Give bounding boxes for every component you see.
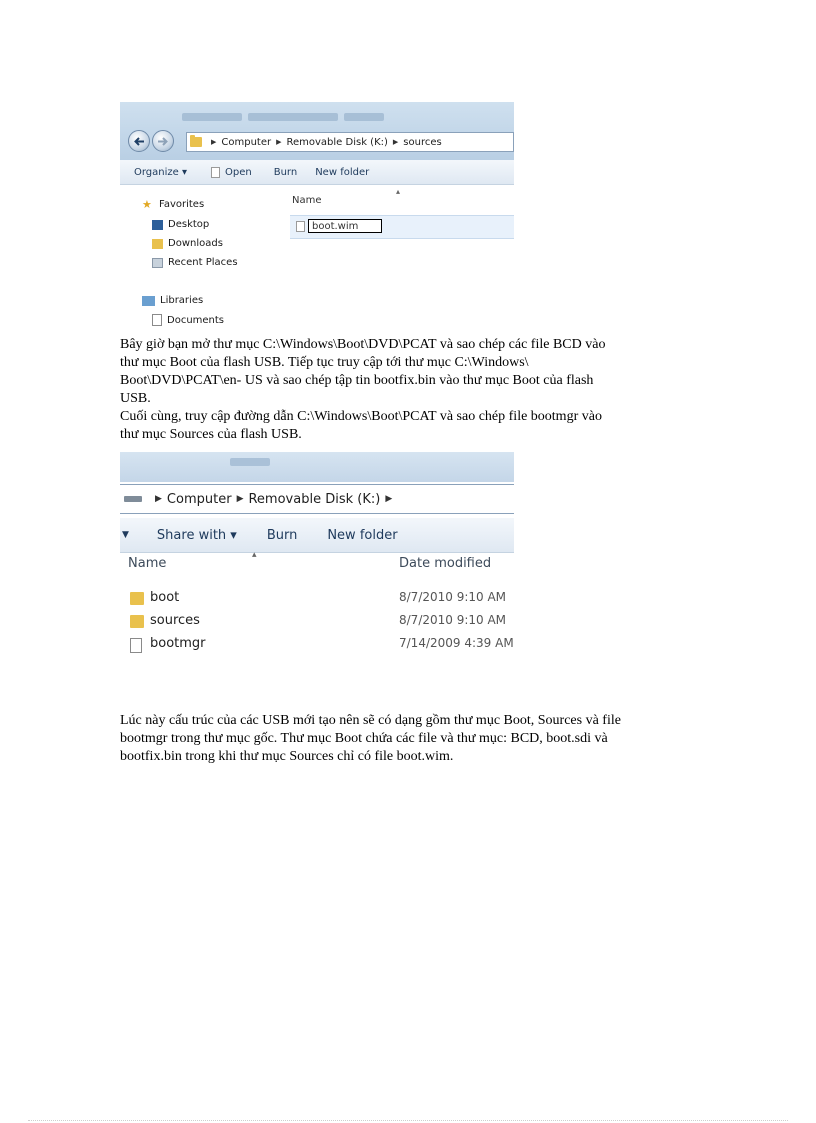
chevron-right-icon: ▶ xyxy=(385,494,393,504)
command-bar xyxy=(120,518,514,553)
nav-downloads[interactable] xyxy=(152,238,223,249)
address-area xyxy=(120,102,514,160)
breadcrumb-computer[interactable]: Computer xyxy=(221,136,272,148)
nav-desktop[interactable] xyxy=(152,219,209,230)
file-date: 7/14/2009 4:39 AM xyxy=(399,636,514,650)
file-name: bootmgr xyxy=(150,636,206,651)
recent-places-icon xyxy=(152,258,163,268)
selected-row[interactable] xyxy=(290,215,514,239)
burn-button[interactable]: Burn xyxy=(266,527,298,543)
title-bar xyxy=(120,452,514,482)
new-folder-button[interactable]: New folder xyxy=(315,166,370,178)
chevron-right-icon: ▶ xyxy=(276,138,282,146)
forward-button[interactable] xyxy=(152,130,174,152)
rename-input[interactable]: boot.wim xyxy=(308,219,382,233)
documents-icon xyxy=(152,314,162,326)
breadcrumb-sources[interactable]: sources xyxy=(403,136,442,148)
paragraph-2-line: Lúc này cấu trúc của các USB mới tạo nên sẽ có dạng gồm thư mục Boot, Sources và file xyxy=(120,713,621,728)
column-header-name[interactable]: Name xyxy=(128,556,167,571)
chevron-right-icon: ▶ xyxy=(236,494,244,504)
explorer-screenshot-root xyxy=(120,452,514,700)
file-icon xyxy=(211,167,220,178)
file-icon xyxy=(296,221,305,232)
back-arrow-icon xyxy=(133,136,145,147)
new-folder-button[interactable]: New folder xyxy=(327,527,398,543)
nav-downloads-label: Downloads xyxy=(168,238,223,249)
folder-icon xyxy=(130,615,144,628)
star-icon: ★ xyxy=(142,197,152,211)
title-bar-ghost xyxy=(182,106,512,118)
column-header-date-modified[interactable]: Date modified xyxy=(399,556,492,571)
file-icon xyxy=(130,638,142,653)
file-name: sources xyxy=(150,613,200,628)
sort-caret-icon: ▴ xyxy=(396,187,401,196)
open-button[interactable] xyxy=(211,167,252,178)
nav-desktop-label: Desktop xyxy=(168,219,210,230)
breadcrumb[interactable] xyxy=(120,484,514,514)
page-bottom-rule xyxy=(28,1120,788,1121)
paragraph-1-line: thư mục Sources của flash USB. xyxy=(120,427,302,442)
forward-arrow-icon xyxy=(157,136,169,147)
nav-favorites[interactable] xyxy=(142,199,204,210)
organize-button[interactable]: Organize ▾ xyxy=(134,166,187,178)
nav-favorites-label: Favorites xyxy=(159,199,205,210)
desktop-icon xyxy=(152,220,163,230)
title-ghost xyxy=(230,458,270,466)
sort-caret-icon: ▴ xyxy=(252,550,257,560)
nav-recent-places[interactable] xyxy=(152,257,238,268)
paragraph-1-line: Bây giờ bạn mở thư mục C:\Windows\Boot\DVD\PCAT và sao chép các file BCD vào xyxy=(120,337,606,352)
file-list xyxy=(280,185,514,332)
breadcrumb[interactable] xyxy=(186,132,514,152)
paragraph-2 xyxy=(120,712,720,766)
paragraph-1 xyxy=(120,336,700,444)
downloads-folder-icon xyxy=(152,239,163,249)
file-date: 8/7/2010 9:10 AM xyxy=(399,613,507,627)
explorer-screenshot-sources xyxy=(120,102,514,332)
nav-documents-label: Documents xyxy=(167,314,225,326)
folder-icon xyxy=(190,137,202,147)
list-item[interactable] xyxy=(120,636,514,656)
burn-button[interactable]: Burn xyxy=(273,166,298,178)
column-header-name[interactable]: Name xyxy=(292,195,322,206)
paragraph-1-line: Boot\DVD\PCAT\en- US và sao chép tập tin bootfix.bin vào thư mục Boot của flash xyxy=(120,373,594,388)
folder-icon xyxy=(130,592,144,605)
paragraph-1-line: USB. xyxy=(120,391,151,406)
paragraph-2-line: bootmgr trong thư mục gốc. Thư mục Boot chứa các file và thư mục: BCD, boot.sdi và xyxy=(120,731,608,746)
open-label: Open xyxy=(225,166,252,178)
paragraph-1-line: thư mục Boot của flash USB. Tiếp tục truy cập tới thư mục C:\Windows\ xyxy=(120,355,529,370)
command-bar xyxy=(120,160,514,185)
breadcrumb-computer[interactable]: Computer xyxy=(166,491,232,507)
nav-libraries-label: Libraries xyxy=(160,295,204,306)
chevron-right-icon: ▶ xyxy=(211,138,217,146)
breadcrumb-removable-disk[interactable]: Removable Disk (K:) xyxy=(286,136,388,148)
chevron-right-icon: ▶ xyxy=(155,494,162,504)
chevron-right-icon: ▶ xyxy=(392,138,399,146)
navigation-pane xyxy=(120,185,280,332)
list-item[interactable] xyxy=(120,590,514,610)
breadcrumb-removable-disk[interactable]: Removable Disk (K:) xyxy=(248,491,381,507)
paragraph-2-line: bootfix.bin trong khi thư mục Sources chỉ có file boot.wim. xyxy=(120,749,454,764)
paragraph-1-line: Cuối cùng, truy cập đường dẫn C:\Windows\Boot\PCAT và sao chép file bootmgr vào xyxy=(120,409,602,424)
drive-icon xyxy=(124,496,142,502)
libraries-icon xyxy=(142,296,155,306)
nav-recent-label: Recent Places xyxy=(168,257,238,268)
nav-libraries[interactable] xyxy=(142,295,203,306)
back-button[interactable] xyxy=(128,130,150,152)
share-with-button[interactable]: Share with ▾ xyxy=(156,527,237,543)
file-date: 8/7/2010 9:10 AM xyxy=(399,590,507,604)
list-item[interactable] xyxy=(120,613,514,633)
nav-documents[interactable] xyxy=(152,314,224,326)
chevron-down-icon[interactable]: ▼ xyxy=(122,530,129,540)
file-name: boot xyxy=(150,590,180,605)
